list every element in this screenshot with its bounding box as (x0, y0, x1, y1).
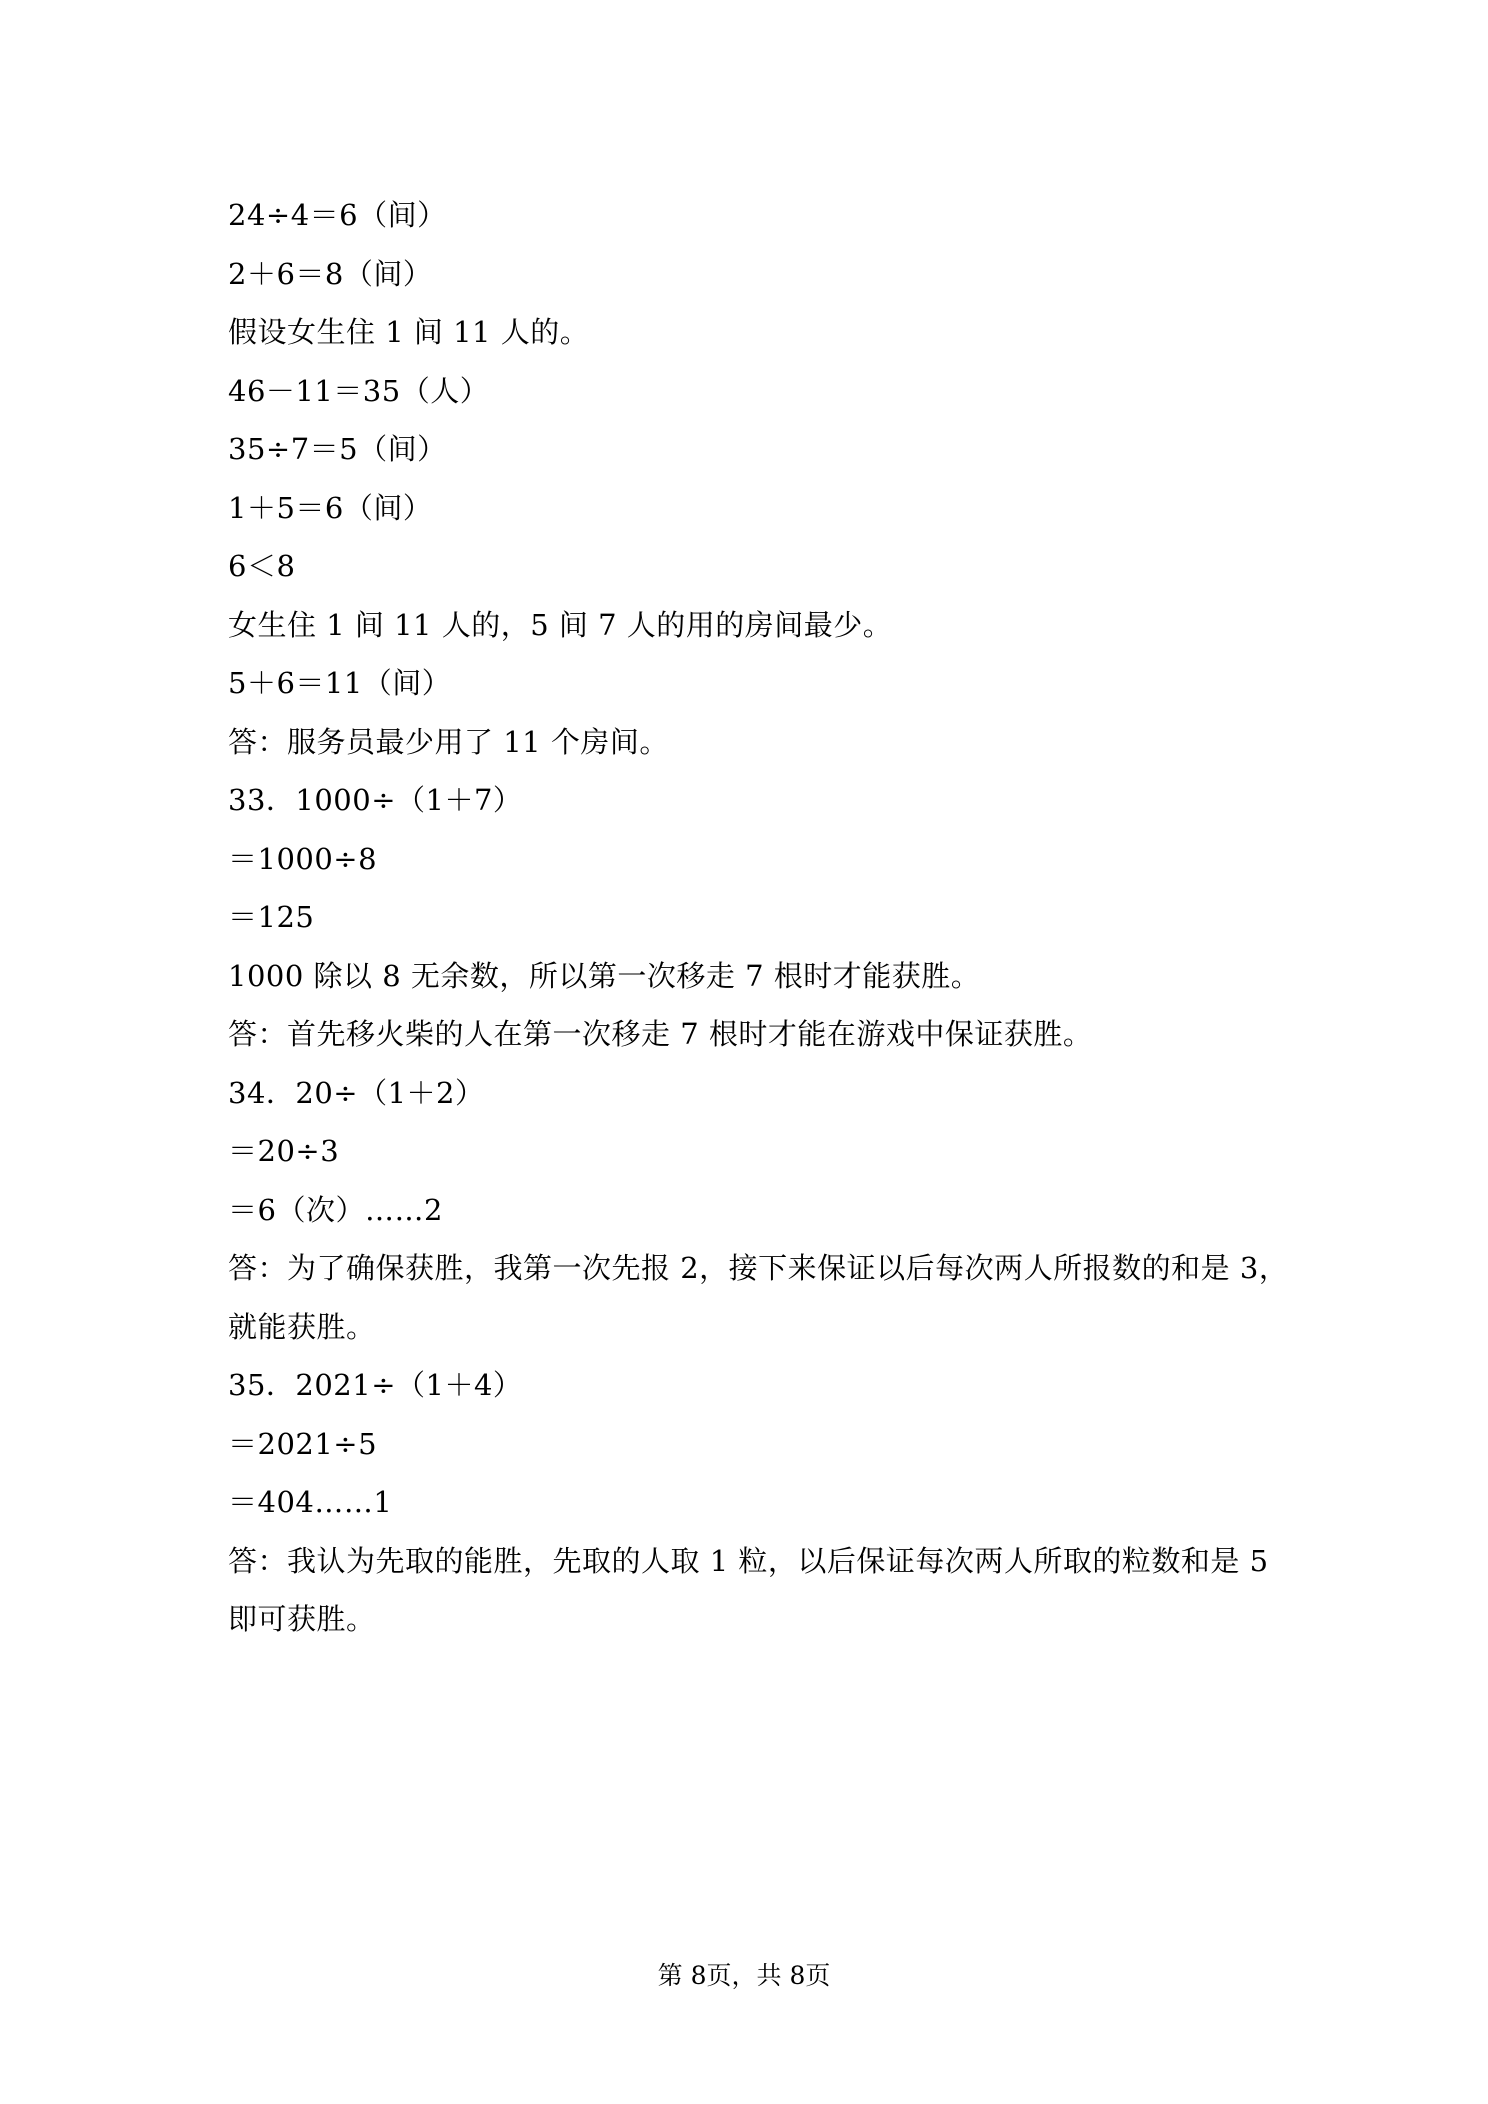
answer-line-34-cont: 就能获胜。 (228, 1309, 376, 1344)
text-line-12: ＝1000÷8 (228, 841, 378, 876)
text-line-14: 1000 除以 8 无余数，所以第一次移走 7 根时才能获胜。 (228, 958, 981, 993)
text-line-13: ＝125 (228, 900, 315, 934)
text-line-9: 5＋6＝11（间） (228, 666, 452, 700)
text-line-2: 2＋6＝8（间） (228, 256, 433, 291)
question-33-line: 33．1000÷（1＋7） (228, 783, 523, 817)
text-line-7: 6＜8 (228, 549, 296, 583)
text-line-22: ＝2021÷5 (228, 1426, 378, 1461)
answer-line-33: 答：首先移火柴的人在第一次移走 7 根时才能在游戏中保证获胜。 (228, 1017, 1093, 1051)
answer-line-35-cont: 即可获胜。 (228, 1602, 376, 1636)
text-line-6: 1＋5＝6（间） (228, 490, 433, 525)
question-34-line: 34．20÷（1＋2） (228, 1075, 485, 1110)
answer-line-32: 答：服务员最少用了 11 个房间。 (228, 724, 669, 759)
text-line-18: ＝6（次）……2 (228, 1192, 443, 1227)
answer-line-35: 答：我认为先取的能胜，先取的人取 1 粒，以后保证每次两人所取的粒数和是 5 (228, 1543, 1269, 1578)
text-line-3: 假设女生住 1 间 11 人的。 (228, 315, 590, 349)
text-line-23: ＝404……1 (228, 1485, 393, 1519)
answer-line-34: 答：为了确保获胜，我第一次先报 2，接下来保证以后每次两人所报数的和是 3， (228, 1251, 1289, 1285)
page-footer: 第 8页，共 8页 (657, 1961, 831, 1990)
question-35-line: 35．2021÷（1＋4） (228, 1368, 523, 1402)
text-line-8: 女生住 1 间 11 人的，5 间 7 人的用的房间最少。 (228, 607, 893, 642)
text-line-4: 46－11＝35（人） (228, 373, 490, 408)
text-line-1: 24÷4＝6（间） (228, 198, 447, 232)
text-line-5: 35÷7＝5（间） (228, 432, 447, 466)
document-body (228, 186, 1289, 1649)
text-line-17: ＝20÷3 (228, 1134, 340, 1168)
